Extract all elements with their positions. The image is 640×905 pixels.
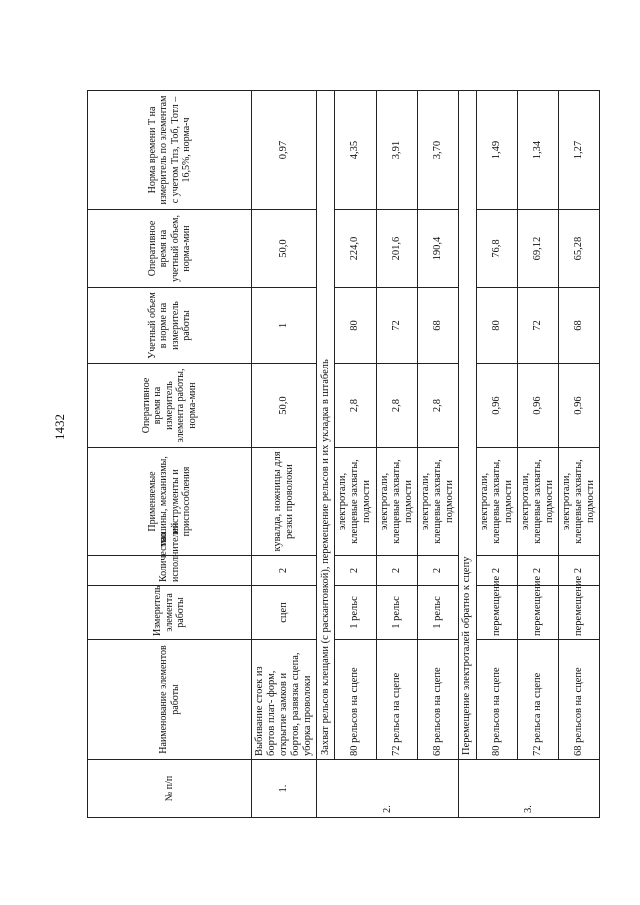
table-header-row [88,91,252,818]
row-volume: 72 [376,288,417,364]
header-volume: Учетный объем в норме на измеритель работы [88,288,252,364]
row-op-time: 50,0 [252,364,317,448]
row-name: 72 рельса на сцепе [376,640,417,760]
row-num: 2. [317,760,459,818]
row-tools: электротали, клещевые захваты, подмости [476,448,517,556]
row-op-time-volume: 69,12 [518,210,559,288]
header-name: Наименование элементов работы [88,640,252,760]
header-norm: Норма времени Т на измеритель по элементам с учетом Тпз, Тоб, Тотл – 16,5%, норма-ч [88,91,252,210]
row-workers: 2 [417,556,458,586]
row-name: 72 рельса на сцепе [518,640,559,760]
row-tools: электротали, клещевые захваты, подмости [518,448,559,556]
row-tools: электротали, клещевые захваты, подмости [417,448,458,556]
row-meter: перемещение [518,586,559,640]
row-tools: электротали, клещевые захваты, подмости [559,448,600,556]
section-title: Захват рельсов клещами (с раскантовкой), перемещение рельсов и их укладка в штабель [317,91,335,760]
section-title: Перемещение электроталей обратно к сцепу [458,91,476,760]
row-op-time-volume: 224,0 [335,210,376,288]
table-row [376,91,417,818]
row-norm: 3,70 [417,91,458,210]
section-title-row [458,91,476,818]
header-op-time-volume: Оперативное время на учетный объем, норма-мин [88,210,252,288]
row-workers: 2 [476,556,517,586]
table-row [476,91,517,818]
table-row [417,91,458,818]
row-op-time: 2,8 [417,364,458,448]
row-meter: перемещение [559,586,600,640]
row-workers: 2 [376,556,417,586]
row-workers: 2 [559,556,600,586]
table-row [335,91,376,818]
row-meter: перемещение [476,586,517,640]
row-norm: 1,34 [518,91,559,210]
row-op-time: 2,8 [335,364,376,448]
row-op-time-volume: 76,8 [476,210,517,288]
row-op-time-volume: 190,4 [417,210,458,288]
table-row [559,91,600,818]
row-name: Выбивание стоек из бортов плат- форм, открытие замков и бортов, развязка сцепа, уборка проволоки [252,640,317,760]
row-norm: 1,27 [559,91,600,210]
row-volume: 80 [476,288,517,364]
row-name: 68 рельсов на сцепе [559,640,600,760]
row-meter: сцеп [252,586,317,640]
norms-table [87,90,600,818]
row-norm: 3,91 [376,91,417,210]
row-op-time: 2,8 [376,364,417,448]
row-op-time-volume: 65,28 [559,210,600,288]
header-op-time: Оперативное время на измеритель элемента работы, норма-мин [88,364,252,448]
row-tools: электротали, клещевые захваты, подмости [376,448,417,556]
row-meter: 1 рельс [335,586,376,640]
row-norm: 1,49 [476,91,517,210]
row-workers: 2 [252,556,317,586]
row-op-time: 0,96 [476,364,517,448]
row-op-time: 0,96 [518,364,559,448]
page-number: 1432 [52,414,67,440]
row-name: 68 рельсов на сцепе [417,640,458,760]
row-name: 80 рельсов на сцепе [476,640,517,760]
row-num: 1. [252,760,317,818]
row-volume: 1 [252,288,317,364]
section-title-row [317,91,335,818]
row-meter: 1 рельс [417,586,458,640]
header-meter: Измеритель элемента работы [88,586,252,640]
header-workers: Количество исполнителей [88,556,252,586]
row-volume: 68 [559,288,600,364]
row-tools: электротали, клещевые захваты, подмости [335,448,376,556]
row-volume: 68 [417,288,458,364]
header-tools: Применяемые машины, механизмы, инструменты и приспособления [88,448,252,556]
header-num: № п/п [88,760,252,818]
row-name: 80 рельсов на сцепе [335,640,376,760]
row-norm: 0,97 [252,91,317,210]
row-volume: 72 [518,288,559,364]
row-tools: кувалда, ножницы для резки проволоки [252,448,317,556]
table-row [518,91,559,818]
row-meter: 1 рельс [376,586,417,640]
rotated-table-wrapper [87,91,597,818]
row-workers: 2 [518,556,559,586]
row-workers: 2 [335,556,376,586]
row-volume: 80 [335,288,376,364]
row-op-time: 0,96 [559,364,600,448]
row-num: 3. [458,760,600,818]
row-norm: 4,35 [335,91,376,210]
table-row [252,91,317,818]
row-op-time-volume: 201,6 [376,210,417,288]
row-op-time-volume: 50,0 [252,210,317,288]
